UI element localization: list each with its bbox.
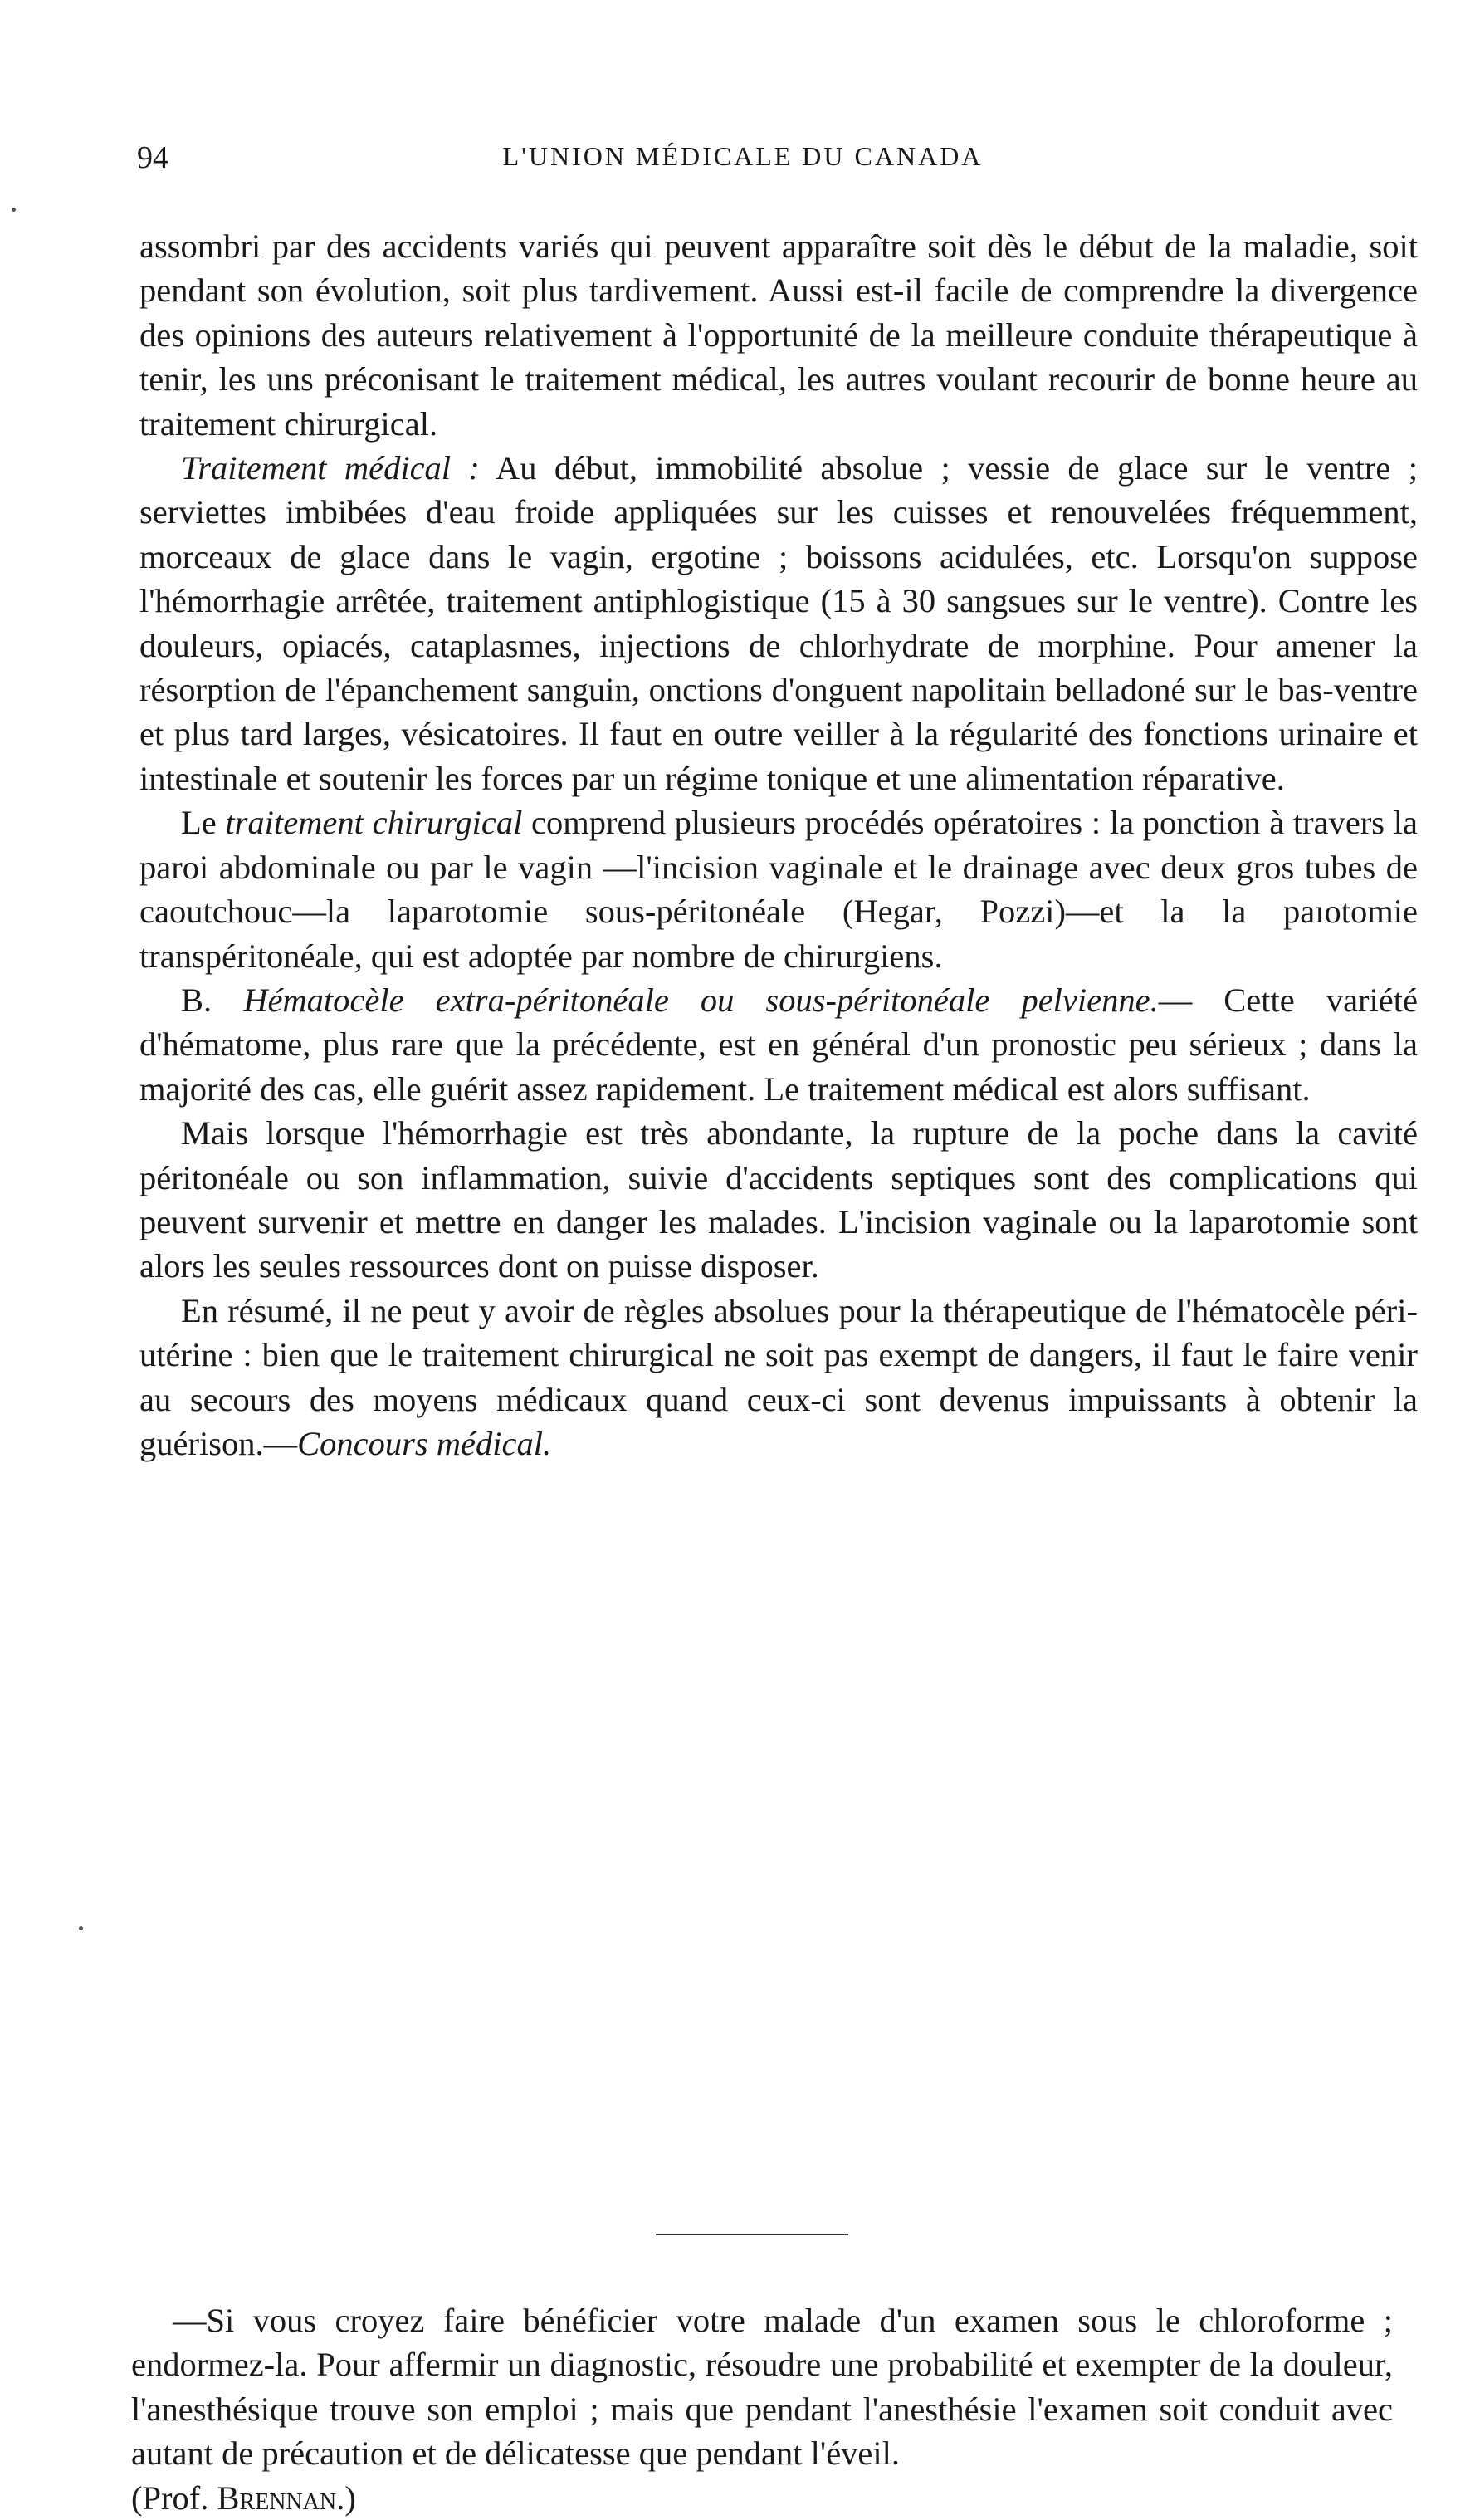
- running-title: L'UNION MÉDICALE DU CANADA: [502, 141, 984, 171]
- article-body: [139, 224, 1418, 1466]
- source-citation: Concours médical.: [297, 1424, 552, 1462]
- page-number: 94: [137, 140, 168, 175]
- paragraph-medical-treatment: [139, 446, 1418, 800]
- section-b-heading: Hématocèle extra-péritonéale ou sous-péritonéale pelvienne.: [243, 981, 1159, 1019]
- surgical-treatment-text: comprend plusieurs procédés opératoires : la ponction à travers la paroi abdominale ou par le vagin —l'incision vaginale et le drainage avec deux gros tubes de caoutchouc—la laparotomie sous-péritonéale (Hegar, Pozzi)—et la la paıotomie transpéritonéale, qui est adoptée par nombre de chirurgiens.: [139, 804, 1418, 975]
- paragraph-surgical-treatment: [139, 800, 1418, 978]
- paragraph-section-b: [139, 978, 1418, 1111]
- medical-treatment-text: Au début, immobilité absolue ; vessie de glace sur le ventre ; serviettes imbibées d'eau froide appliquées sur les cuisses et renouvelées fréquemment, morceaux de glace dans le vagin, ergotine ; boissons acidulées, etc. Lorsqu'on suppose l'hémorrhagie arrêtée, traitement antiphlogistique (15 à 30 sangsues sur le ventre). Contre les douleurs, opiacés, cataplasmes, injections de chlorhydrate de morphine. Pour amener la résorption de l'épanchement sanguin, onctions d'onguent napolitain belladoné sur le bas-ventre et plus tard larges, vésicatoires. Il faut en outre veiller à la régularité des fonctions urinaire et intestinale et soutenir les forces par un régime tonique et une alimentation réparative.: [139, 449, 1418, 797]
- footnote-block: [131, 2298, 1393, 2520]
- margin-speck: [79, 1926, 83, 1930]
- section-b-text: — Cette variété d'hématome, plus rare que la précédente, est en général d'un pronostic peu sérieux ; dans la majorité des cas, elle guérit assez rapidement. Le traitement médical est alors suffisant.: [139, 981, 1418, 1108]
- footnote-attribution-open: (Prof.: [131, 2478, 217, 2517]
- paragraph-summary: [139, 1289, 1418, 1466]
- section-divider: [656, 2234, 848, 2235]
- paragraph-complications: Mais lorsque l'hémorrhagie est très abondante, la rupture de la poche dans la cavité péritonéale ou son inflammation, suivie d'accidents septiques sont des complications qui peuvent survenir et mettre en danger les malades. L'incision vaginale ou la laparotomie sont alors les seules ressources dont on puisse disposer.: [139, 1114, 1418, 1285]
- medical-treatment-heading: Traitement médical :: [181, 449, 480, 487]
- page-header: [137, 139, 1349, 181]
- paragraph-intro: assombri par des accidents variés qui peuvent apparaître soit dès le début de la maladie, soit pendant son évolution, soit plus tardivement. Aussi est-il facile de comprendre la divergence des opinions des auteurs relativement à l'opportunité de la meilleure conduite thérapeutique à tenir, les uns préconisant le traitement médical, les autres voulant recourir de bonne heure au traitement chirurgical.: [139, 228, 1418, 443]
- summary-text: En résumé, il ne peut y avoir de règles absolues pour la thérapeutique de l'hématocèle péri-utérine : bien que le traitement chirurgical ne soit pas exempt de dangers, il faut le faire venir au secours des moyens médicaux quand ceux-ci sont devenus impuissants à obtenir la guérison.—: [139, 1291, 1418, 1462]
- footnote-attribution-name: Brennan: [217, 2478, 337, 2517]
- footnote-attribution-close: .): [336, 2478, 356, 2517]
- surgical-treatment-prefix: Le: [181, 804, 226, 842]
- section-b-label: B.: [181, 981, 244, 1019]
- surgical-treatment-heading: traitement chirurgical: [225, 804, 523, 842]
- footnote-quote: —Si vous croyez faire bénéficier votre malade d'un examen sous le chloroforme ; endormez-la. Pour affermir un diagnostic, résoudre une probabilité et exempter de la douleur, l'anesthésique trouve son emploi ; mais que pendant l'anesthésie l'examen soit conduit avec autant de précaution et de délicatesse que pendant l'éveil.: [131, 2302, 1393, 2473]
- margin-speck: [12, 208, 16, 212]
- footnote-text: [131, 2298, 1393, 2520]
